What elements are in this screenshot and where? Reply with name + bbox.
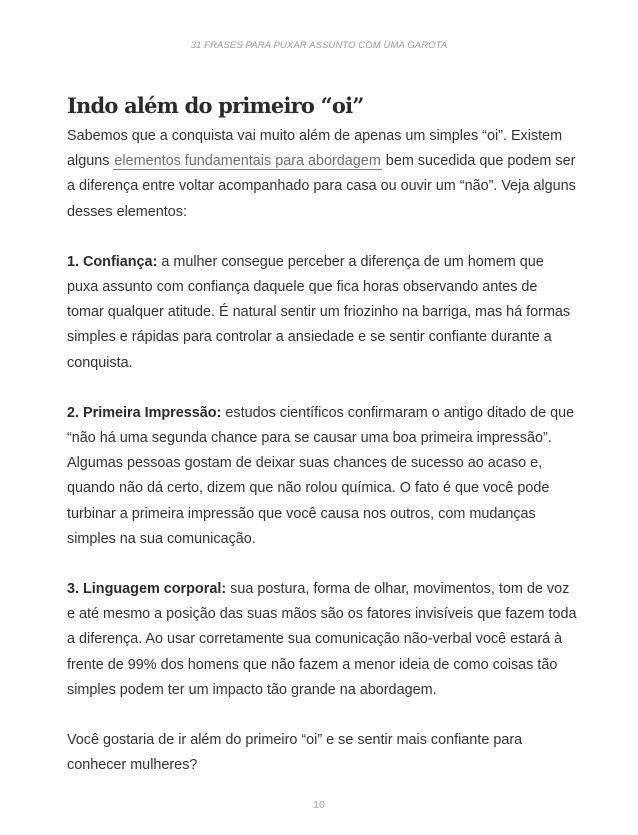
element-item-primeira-impressao	[67, 401, 577, 552]
page-content	[67, 93, 577, 778]
element-label: 3. Linguagem corporal:	[67, 581, 227, 598]
section-heading: Indo além do primeiro “oi”	[67, 93, 364, 118]
intro-text-start: Sabemos que a conquista vai muito além de apenas um simples “oi”. Existem alguns	[67, 128, 563, 170]
intro-paragraph	[67, 124, 577, 225]
element-item-confianca	[67, 250, 577, 376]
running-header: 31 FRASES PARA PUXAR ASSUNTO COM UMA GAROTA	[190, 40, 448, 51]
element-label: 2. Primeira Impressão:	[67, 404, 222, 421]
elements-link[interactable]: elementos fundamentais para abordagem	[114, 153, 381, 170]
element-item-linguagem-corporal	[67, 577, 577, 703]
page-number: 10	[313, 799, 325, 811]
intro-text-end: bem sucedida que podem ser a diferença entre voltar acompanhado para casa ou ouvir um “não”. Veja alguns desses elementos:	[67, 153, 576, 220]
closing-paragraph: Você gostaria de ir além do primeiro “oi” e se sentir mais confiante para conhecer mulheres?	[67, 732, 523, 774]
element-label: 1. Confiança:	[67, 253, 158, 270]
element-text: sua postura, forma de olhar, movimentos, tom de voz e até mesmo a posição das suas mãos são os fatores invisíveis que fazem toda a diferença. Ao usar corretamente sua comunicação não-verbal você estará à frente de 99% dos homens que não fazem a menor ideia de como coisas tão simples podem ter um impacto tão grande na abordagem.	[67, 581, 577, 698]
element-text: a mulher consegue perceber a diferença de um homem que puxa assunto com confiança daquele que fica horas observando antes de tomar qualquer atitude. É natural sentir um friozinho na barriga, mas há formas simples e rápidas para controlar a ansiedade e se sentir confiante durante a conquista.	[67, 253, 571, 371]
element-text: estudos científicos confirmaram o antigo ditado de que “não há uma segunda chance para se causar uma boa primeira impressão”. Algumas pessoas gostam de deixar suas chances de sucesso ao acaso e, quando não dá certo, dizem que não rolou química. O fato é que você pode turbinar a primeira impressão que você causa nos outros, com mudanças simples na sua comunicação.	[67, 404, 575, 547]
